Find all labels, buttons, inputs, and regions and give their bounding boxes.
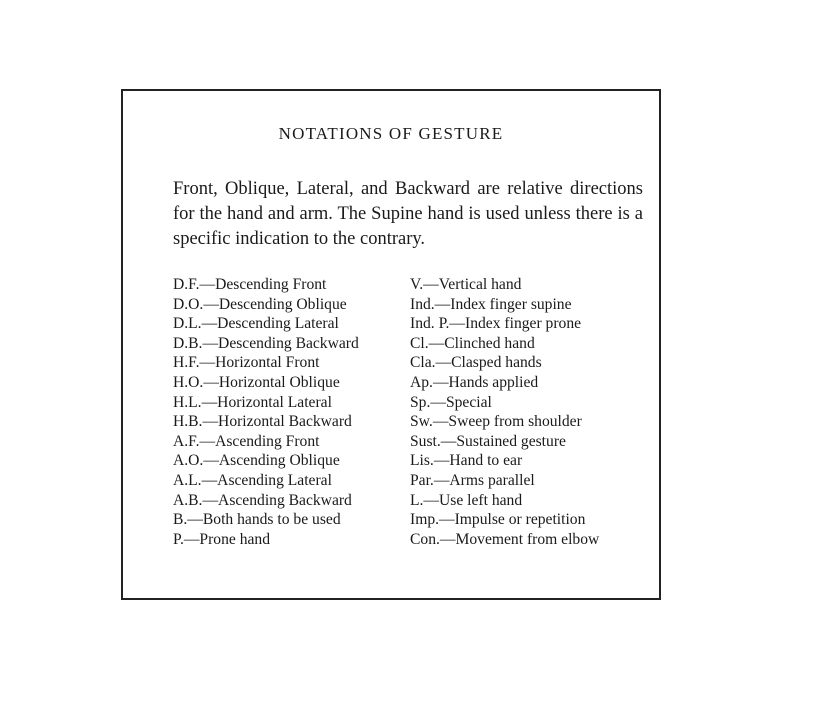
right-notation-list (410, 275, 599, 549)
notation-item: Con.—Movement from elbow (410, 530, 600, 548)
notation-item: Cla.—Clasped hands (410, 354, 542, 372)
page-title: NOTATIONS OF GESTURE (278, 124, 504, 143)
notation-item: D.B.—Descending Backward (173, 334, 359, 352)
notation-item: D.L.—Descending Lateral (173, 315, 339, 333)
notation-item: A.F.—Ascending Front (173, 432, 320, 450)
notation-item: Par.—Arms parallel (410, 471, 535, 489)
notation-item: A.B.—Ascending Backward (173, 491, 352, 509)
notation-item: Ap.—Hands applied (410, 373, 539, 391)
notation-item: A.L.—Ascending Lateral (173, 471, 332, 489)
notation-item: D.O.—Descending Oblique (173, 295, 347, 313)
notation-item: H.L.—Horizontal Lateral (173, 393, 332, 411)
notation-item: Ind.—Index finger supine (410, 295, 572, 313)
notation-box (121, 89, 661, 600)
notation-item: Sp.—Special (410, 393, 492, 411)
notation-item: Imp.—Impulse or repetition (410, 511, 586, 529)
notation-item: D.F.—Descending Front (173, 276, 327, 293)
notation-item: H.B.—Horizontal Backward (173, 413, 352, 431)
notation-item: Sust.—Sustained gesture (410, 432, 566, 450)
notation-item: Lis.—Hand to ear (410, 452, 523, 470)
notation-item: V.—Vertical hand (410, 276, 522, 293)
notation-item: L.—Use left hand (410, 491, 523, 509)
notation-item: Sw.—Sweep from shoulder (410, 413, 582, 431)
intro-paragraph: Front, Oblique, Lateral, and Backward are relative directions for the hand and arm. The Supine hand is used unless there is a specific indication to the contrary. (173, 179, 643, 249)
notation-item: H.F.—Horizontal Front (173, 354, 320, 372)
notation-item: H.O.—Horizontal Oblique (173, 373, 340, 391)
left-notation-list (173, 275, 359, 549)
notation-item: P.—Prone hand (173, 530, 271, 548)
notation-item: B.—Both hands to be used (173, 511, 341, 529)
notation-item: Cl.—Clinched hand (410, 334, 535, 352)
notation-item: A.O.—Ascending Oblique (173, 452, 340, 470)
notation-item: Ind. P.—Index finger prone (410, 315, 582, 333)
